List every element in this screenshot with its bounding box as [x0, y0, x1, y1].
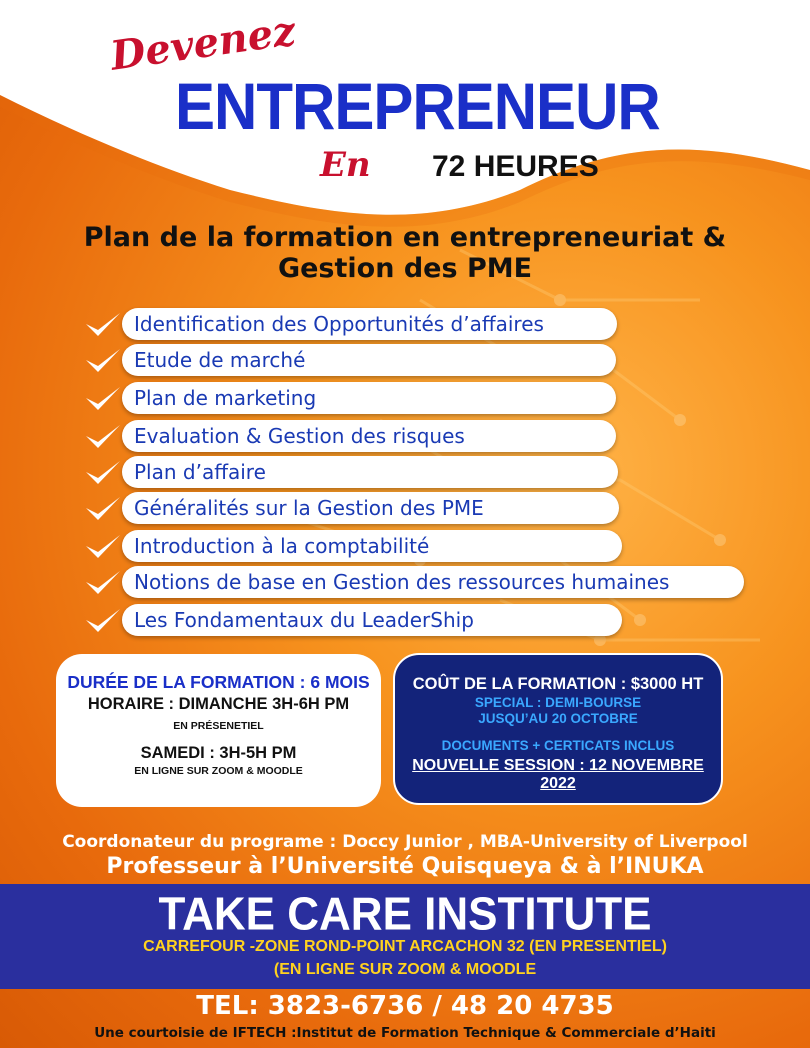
session-text: NOUVELLE SESSION : 12 NOVEMBRE 2022 — [412, 757, 704, 792]
check-icon — [84, 346, 122, 376]
entrepreneur-title: ENTREPRENEUR — [175, 69, 660, 144]
check-icon — [84, 422, 122, 452]
check-icon — [84, 606, 122, 636]
institute-address-1: CARREFOUR -ZONE ROND-POINT ARCACHON 32 (EN PRESENTIEL) — [143, 938, 667, 955]
samedi-text: SAMEDI : 3H-5H PM — [140, 744, 297, 762]
list-item: Les Fondamentaux du LeaderShip — [122, 604, 622, 636]
jusqu-text: JUSQU’AU 20 OCTOBRE — [478, 711, 638, 726]
check-icon — [84, 532, 122, 562]
list-item: Introduction à la comptabilité — [122, 530, 622, 562]
list-item: Notions de base en Gestion des ressources humaines — [122, 566, 744, 598]
institute-name: TAKE CARE INSTITUTE — [158, 888, 652, 941]
horaire-text: HORAIRE : DIMANCHE 3H-6H PM — [87, 695, 350, 713]
plan-title-line1: Plan de la formation en entrepreneuriat & — [83, 222, 727, 253]
check-icon — [84, 568, 122, 598]
institute-address-2: (EN LIGNE SUR ZOOM & MOODLE — [273, 961, 537, 978]
presentiel-text: EN PRÉSENETIEL — [173, 720, 264, 732]
devenez-script: Devenez — [107, 7, 299, 80]
special-text: SPECIAL : DEMI-BOURSE — [474, 695, 642, 710]
coordonateur-text: Coordonateur du programe : Doccy Junior , MBA-University of Liverpool — [62, 832, 748, 852]
list-item: Généralités sur la Gestion des PME — [122, 492, 619, 524]
list-item: Identification des Opportunités d’affaires — [122, 308, 617, 340]
telephone-text: TEL: 3823-6736 / 48 20 4735 — [196, 991, 614, 1021]
plan-title-line2: Gestion des PME — [277, 253, 533, 284]
schedule-box — [56, 654, 381, 807]
heures-text: 72 HEURES — [432, 150, 599, 183]
check-icon — [84, 310, 122, 340]
check-icon — [84, 458, 122, 488]
cost-box — [393, 653, 723, 805]
list-item: Evaluation & Gestion des risques — [122, 420, 616, 452]
list-item: Plan d’affaire — [122, 456, 618, 488]
documents-text: DOCUMENTS + CERTICATS INCLUS — [441, 738, 675, 753]
plan-title — [0, 222, 810, 284]
professeur-text: Professeur à l’Université Quisqueya & à l’INUKA — [106, 854, 704, 879]
en-script: En — [320, 145, 371, 185]
en-ligne-text: EN LIGNE SUR ZOOM & MOODLE — [134, 765, 303, 777]
duree-text: DURÉE DE LA FORMATION : 6 MOIS — [67, 672, 370, 692]
cout-text: COÛT DE LA FORMATION : $3000 HT — [412, 675, 704, 693]
check-icon — [84, 494, 122, 524]
list-item: Plan de marketing — [122, 382, 616, 414]
check-icon — [84, 384, 122, 414]
list-item: Etude de marché — [122, 344, 616, 376]
courtoisie-text: Une courtoisie de IFTECH :Institut de Formation Technique & Commerciale d’Haiti — [94, 1025, 716, 1041]
